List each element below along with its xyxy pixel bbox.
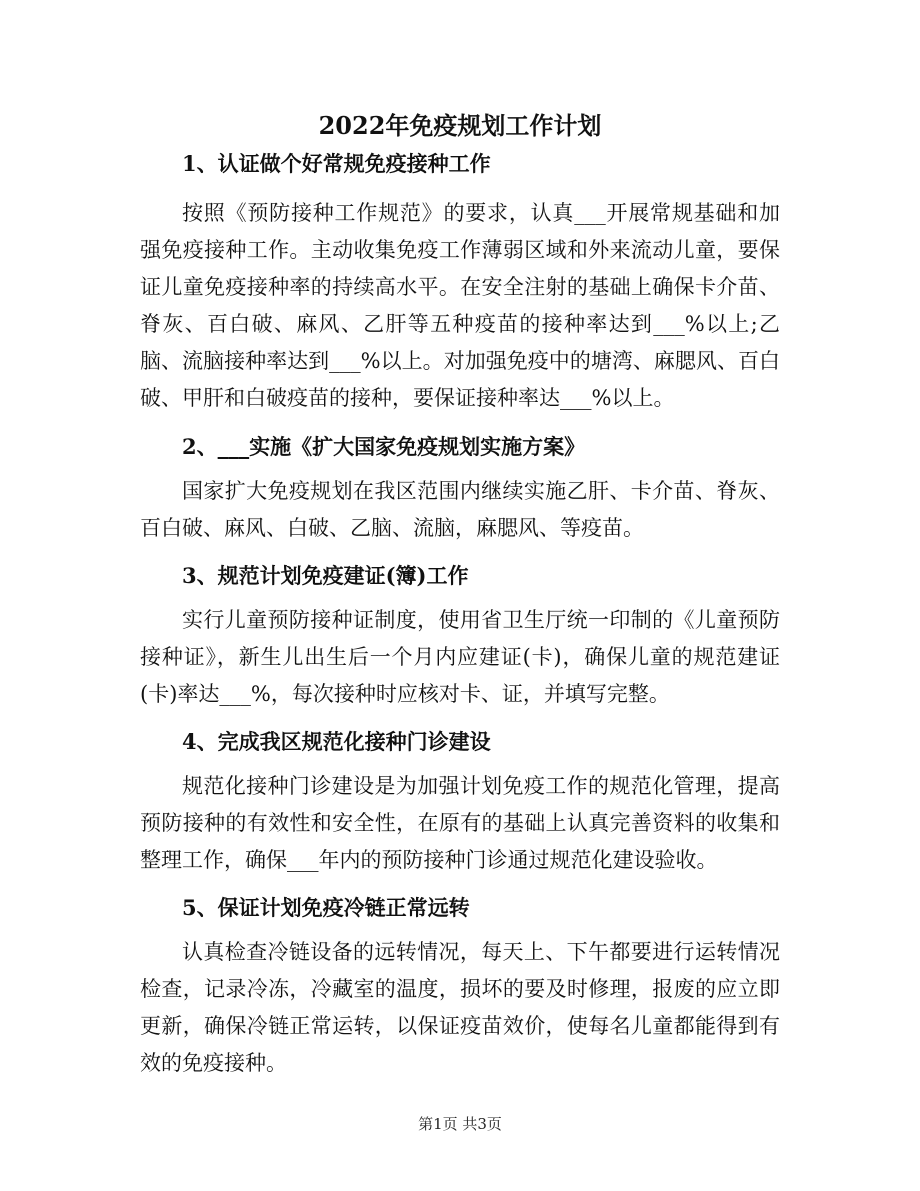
section-4-paragraph: 规范化接种门诊建设是为加强计划免疫工作的规范化管理，提高预防接种的有效性和安全性，在原有的基础上认真完善资料的收集和整理工作，确保___年内的预防接种门诊通过规范化建设验收。 <box>140 774 780 872</box>
document-title: 2022年免疫规划工作计划 <box>318 111 602 140</box>
section-4-heading: 4、完成我区规范化接种门诊建设 <box>182 729 491 754</box>
page-footer: 第1页 共3页 <box>418 1115 502 1133</box>
section-2-paragraph: 国家扩大免疫规划在我区范围内继续实施乙肝、卡介苗、脊灰、百白破、麻风、白破、乙脑、流脑，麻腮风、等疫苗。 <box>140 479 780 540</box>
section-2-heading: 2、___实施《扩大国家免疫规划实施方案》 <box>182 434 586 459</box>
section-5-heading: 5、保证计划免疫冷链正常远转 <box>182 895 470 920</box>
document-body <box>140 148 780 1082</box>
section-5-paragraph: 认真检查冷链设备的远转情况，每天上、下午都要进行运转情况检查，记录冷冻，冷藏室的温度，损坏的要及时修理，报废的应立即更新，确保冷链正常运转，以保证疫苗效价，使每名儿童都能得到有效的免疫接种。 <box>140 940 780 1075</box>
section-3-heading: 3、规范计划免疫建证(簿)工作 <box>182 563 469 588</box>
section-1-heading: 1、认证做个好常规免疫接种工作 <box>182 151 491 176</box>
section-1-paragraph: 按照《预防接种工作规范》的要求，认真___开展常规基础和加强免疫接种工作。主动收集免疫工作薄弱区域和外来流动儿童，要保证儿童免疫接种率的持续高水平。在安全注射的基础上确保卡介苗、脊灰、百白破、麻风、乙肝等五种疫苗的接种率达到___%以上;乙脑、流脑接种率达到___%以上。对加强免疫中的塘湾、麻腮风、百白破、甲肝和白破疫苗的接种，要保证接种率达___%以上。 <box>140 201 780 410</box>
section-3-paragraph: 实行儿童预防接种证制度，使用省卫生厅统一印制的《儿童预防接种证》，新生儿出生后一个月内应建证(卡)，确保儿童的规范建证(卡)率达___%，每次接种时应核对卡、证，并填写完整。 <box>140 608 780 706</box>
